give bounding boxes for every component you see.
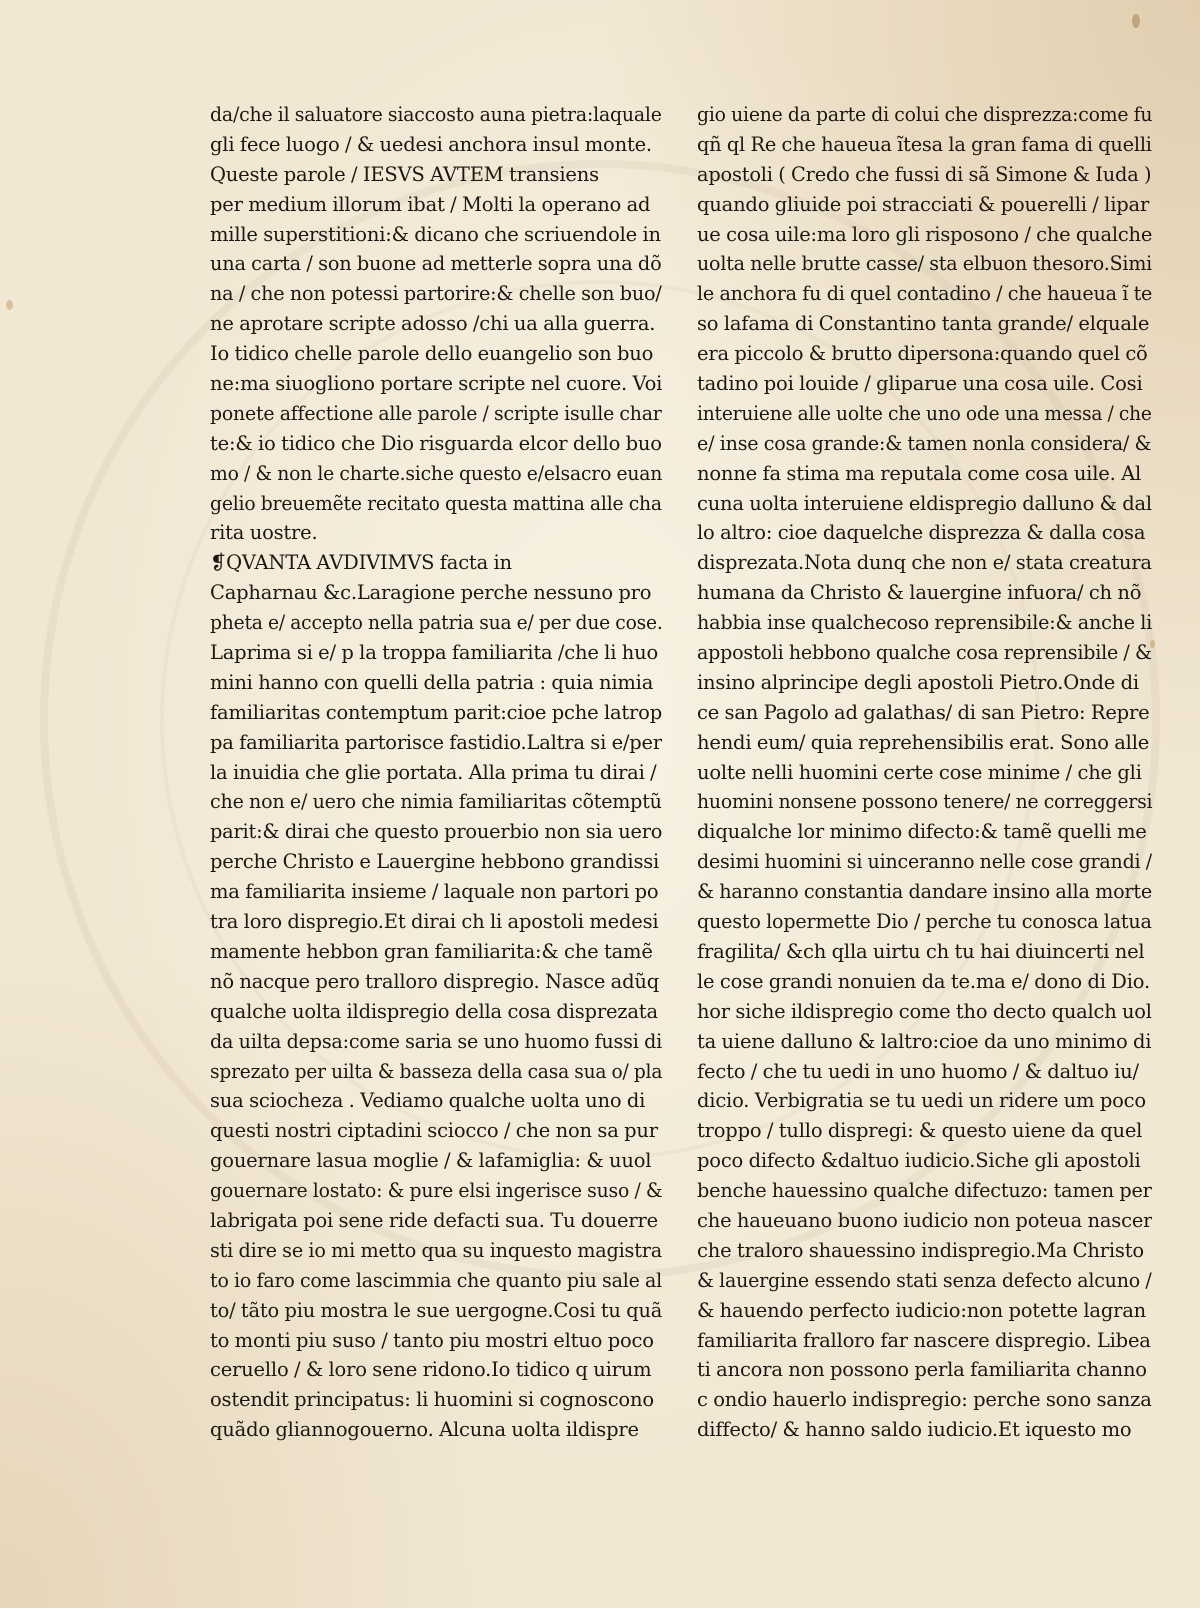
text-line: che non e/ uero che nimia familiaritas cõtemptũ	[210, 790, 662, 814]
text-line: & lauergine essendo stati senza defecto alcuno /	[697, 1268, 1152, 1292]
text-line: qualche uolta ildispregio della cosa disprezata	[210, 999, 658, 1023]
text-line: & haranno constantia dandare insino alla morte	[697, 880, 1153, 904]
text-line: & hauendo perfecto iudicio:non potette lagran	[697, 1298, 1147, 1322]
text-line: le cose grandi nonuien da te.ma e/ dono di Dio.	[697, 969, 1150, 993]
text-line: diffecto/ & hanno saldo iudicio.Et iquesto mo	[697, 1418, 1132, 1442]
text-line: mille superstitioni:& dicano che scriuendole in	[210, 222, 661, 246]
text-line: appostoli hebbono qualche cosa reprensibile / &	[697, 641, 1152, 665]
text-line: una carta / son buone ad metterle sopra una dõ	[210, 252, 662, 276]
text-line: disprezata.Nota dunq che non e/ stata creatura	[697, 551, 1152, 575]
text-line: gli fece luogo / & uedesi anchora insul monte.	[210, 132, 652, 156]
text-line: che haueuano buono iudicio non poteua nascer	[697, 1208, 1152, 1232]
text-line: da/che il saluatore siaccosto auna pietra:laquale	[210, 103, 662, 126]
text-line: lo altro: cioe daquelche disprezza & dalla cosa	[697, 521, 1146, 545]
text-line: da uilta depsa:come saria se uno huomo fussi di	[210, 1029, 662, 1053]
text-line: so lafama di Constantino tanta grande/ elquale	[697, 312, 1150, 336]
text-line: gouernare lostato: & pure elsi ingerisce suso / &	[210, 1179, 663, 1203]
text-line: ne:ma siuogliono portare scripte nel cuore. Voi	[210, 372, 662, 396]
text-line: mo / & non le charte.siche questo e/elsacro euan	[210, 461, 663, 485]
text-line: mini hanno con quelli della patria : quia nimia	[210, 670, 654, 694]
text-line: to/ tãto piu mostra le sue uergogne.Cosi tu quã	[210, 1298, 663, 1322]
text-line: questo lopermette Dio / perche tu conosca latua	[697, 910, 1152, 934]
text-line: ue cosa uile:ma loro gli risposono / che qualche	[697, 222, 1153, 246]
text-line: gio uiene da parte di colui che disprezza:come fu	[697, 103, 1153, 126]
text-line: uolte nelli huomini certe cose minime / che gli	[697, 760, 1142, 784]
text-line: pa familiarita partorisce fastidio.Laltra si e/per	[210, 730, 662, 754]
text-line: quãdo gliannogouerno. Alcuna uolta ildispre	[210, 1418, 639, 1442]
text-line: qñ ql Re che haueua ĩtesa la gran fama di quelli	[697, 132, 1152, 156]
text-line: tadino poi louide / gliparue una cosa uile. Cosi	[697, 372, 1143, 396]
text-line: sti dire se io mi metto qua su inquesto magistra	[210, 1238, 662, 1262]
text-line: Queste parole / IESVS AVTEM transiens	[210, 162, 599, 186]
text-line: diqualche lor minimo difecto:& tamẽ quelli me	[697, 820, 1147, 844]
foxing-spot	[1132, 14, 1140, 28]
text-line: le anchora fu di quel contadino / che haueua ĩ te	[697, 282, 1153, 306]
text-line: hendi eum/ quia reprehensibilis erat. Sono alle	[697, 730, 1150, 754]
text-line: sprezato per uilta & basseza della casa sua o/ pla	[210, 1059, 663, 1083]
text-line: ti ancora non possono perla familiarita channo	[697, 1358, 1147, 1382]
text-column-right	[697, 100, 1152, 1445]
text-line: che traloro shauessino indispregio.Ma Christo	[697, 1238, 1144, 1262]
text-line: sua sciocheza . Vediamo qualche uolta uno di	[210, 1089, 646, 1113]
text-line: fragilita/ &ch qlla uirtu ch tu hai diuincerti nel	[697, 939, 1145, 963]
text-line: parit:& dirai che questo prouerbio non sia uero	[210, 820, 662, 844]
text-line: quando gliuide poi stracciati & pouerelli / lipar	[697, 192, 1150, 216]
text-line: nõ nacque pero tralloro dispregio. Nasce adũq	[210, 969, 660, 993]
text-line: benche hauessino qualche difectuzo: tamen per	[697, 1179, 1152, 1203]
text-line: questi nostri ciptadini sciocco / che non sa pur	[210, 1119, 658, 1143]
text-line: Io tidico chelle parole dello euangelio son buo	[210, 342, 654, 366]
text-line: e/ inse cosa grande:& tamen nonla considera/ &	[697, 431, 1152, 455]
text-line: desimi huomini si uinceranno nelle cose grandi /	[697, 850, 1152, 874]
text-line: nonne fa stima ma reputala come cosa uile. Al	[697, 461, 1142, 485]
text-line: insino alprincipe degli apostoli Pietro.Onde di	[697, 670, 1139, 694]
text-line: tra loro dispregio.Et dirai ch li apostoli medesi	[210, 910, 659, 934]
text-line: mamente hebbon gran familiarita:& che tamẽ	[210, 939, 653, 963]
text-line: ta uiene dalluno & laltro:cioe da uno minimo di	[697, 1029, 1152, 1053]
text-line: perche Christo e Lauergine hebbono grandissi	[210, 850, 660, 874]
text-column-left	[210, 100, 662, 1445]
text-line: humana da Christo & lauergine infuora/ ch nõ	[697, 581, 1142, 605]
text-line: ponete affectione alle parole / scripte isulle char	[210, 401, 662, 425]
text-line: ceruello / & loro sene ridono.Io tidico q uirum	[210, 1358, 652, 1382]
text-line: fecto / che tu uedi in uno huomo / & daltuo iu/	[697, 1059, 1139, 1083]
text-line: te:& io tidico che Dio risguarda elcor dello buo	[210, 431, 662, 455]
text-line: troppo / tullo dispregi: & questo uiene da quel	[697, 1119, 1143, 1143]
text-line: pheta e/ accepto nella patria sua e/ per due cose.	[210, 611, 663, 635]
text-line: interuiene alle uolte che uno ode una messa / che	[697, 401, 1152, 425]
text-line: to io faro come lascimmia che quanto piu sale al	[210, 1268, 662, 1292]
text-line: Laprima si e/ p la troppa familiarita /che li huo	[210, 641, 659, 665]
text-line: familiaritas contemptum parit:cioe pche latrop	[210, 700, 662, 724]
text-line: rita uostre.	[210, 521, 318, 545]
text-line: cuna uolta interuiene eldispregio dalluno & dal	[697, 491, 1152, 515]
text-line: poco difecto &daltuo iudicio.Siche gli apostoli	[697, 1149, 1141, 1173]
text-line: ostendit principatus: li huomini si cognoscono	[210, 1388, 654, 1412]
text-line: gouernare lasua moglie / & lafamiglia: & uuol	[210, 1149, 652, 1173]
text-line: ❡QVANTA AVDIVIMVS facta in	[210, 551, 512, 575]
text-line: la inuidia che glie portata. Alla prima tu dirai /	[210, 760, 657, 784]
text-line: uolta nelle brutte casse/ sta elbuon thesoro.Simi	[697, 252, 1152, 276]
text-line: ne aprotare scripte adosso /chi ua alla guerra.	[210, 312, 656, 336]
text-line: ma familiarita insieme / laquale non partori po	[210, 880, 659, 904]
text-line: ce san Pagolo ad galathas/ di san Pietro: Repre	[697, 700, 1150, 724]
text-line: c ondio hauerlo indispregio: perche sono sanza	[697, 1388, 1152, 1412]
text-line: huomini nonsene possono tenere/ ne correggersi	[697, 790, 1153, 814]
text-line: familiarita fralloro far nascere dispregio. Libea	[697, 1328, 1151, 1352]
text-line: per medium illorum ibat / Molti la operano ad	[210, 192, 651, 216]
text-line: dicio. Verbigratia se tu uedi un ridere um poco	[697, 1089, 1146, 1113]
text-line: gelio breuemẽte recitato questa mattina alle cha	[210, 491, 662, 515]
text-line: hor siche ildispregio come tho decto qualch uol	[697, 999, 1152, 1023]
text-line: apostoli ( Credo che fussi di sã Simone & Iuda )	[697, 162, 1152, 186]
text-line: habbia inse qualchecoso reprensibile:& anche li	[697, 611, 1153, 635]
text-line: to monti piu suso / tanto piu mostri eltuo poco	[210, 1328, 654, 1352]
text-line: labrigata poi sene ride defacti sua. Tu douerre	[210, 1208, 658, 1232]
foxing-spot	[6, 300, 13, 310]
text-line: na / che non potessi partorire:& chelle son buo/	[210, 282, 662, 306]
text-line: Capharnau &c.Laragione perche nessuno pro	[210, 581, 652, 605]
text-line: era piccolo & brutto dipersona:quando quel cõ	[697, 342, 1148, 366]
